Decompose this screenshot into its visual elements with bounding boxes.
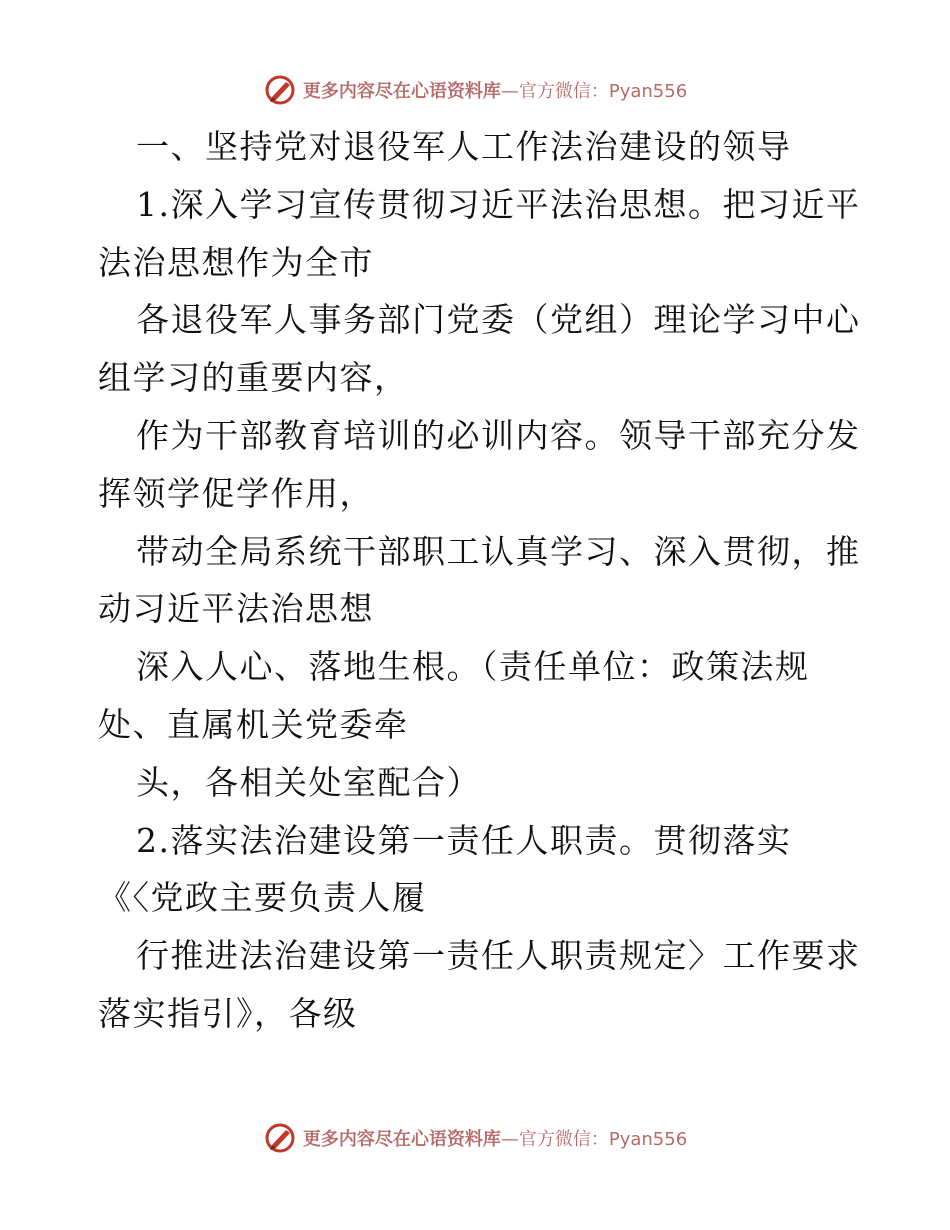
paragraph-line: 1.深入学习宣传贯彻习近平法治思想。把习近平 [136, 184, 861, 224]
paragraph-line: 头，各相关处室配合） [136, 762, 481, 802]
paragraph-line: 挥领学促学作用， [98, 473, 374, 513]
paragraph-line: 组学习的重要内容， [98, 358, 409, 398]
header-banner [0, 70, 950, 110]
pen-logo-icon [263, 73, 297, 107]
paragraph-line: 带动全局系统干部职工认真学习、深入贯彻，推 [136, 531, 861, 571]
paragraph-line: 落实指引》，各级 [98, 993, 358, 1033]
document-body [98, 118, 868, 1043]
footer-banner-wechat: —官方微信：Pyan556 [500, 1129, 688, 1150]
paragraph-line: 处、直属机关党委牵 [98, 704, 409, 744]
pen-logo-icon [263, 1121, 297, 1155]
paragraph-line: 行推进法治建设第一责任人职责规定〉工作要求 [136, 936, 861, 976]
header-banner-title: 更多内容尽在心语资料库 [302, 81, 501, 102]
paragraph-line: 法治思想作为全市 [98, 242, 374, 282]
footer-banner-title: 更多内容尽在心语资料库 [302, 1129, 501, 1150]
paragraph-line: 各退役军人事务部门党委（党组）理论学习中心 [136, 300, 861, 340]
paragraph-line: 深入人心、落地生根。（责任单位：政策法规 [136, 647, 810, 687]
paragraph-line: 2.落实法治建设第一责任人职责。贯彻落实 [136, 820, 792, 860]
paragraph-line: 动习近平法治思想 [98, 589, 374, 629]
paragraph-line: 作为干部教育培训的必训内容。领导干部充分发 [136, 415, 861, 455]
paragraph-line: 《〈党政主要负责人履 [98, 878, 427, 918]
header-banner-wechat: —官方微信：Pyan556 [500, 81, 688, 102]
section-heading: 一、坚持党对退役军人工作法治建设的领导 [136, 127, 792, 166]
footer-banner [0, 1118, 950, 1158]
